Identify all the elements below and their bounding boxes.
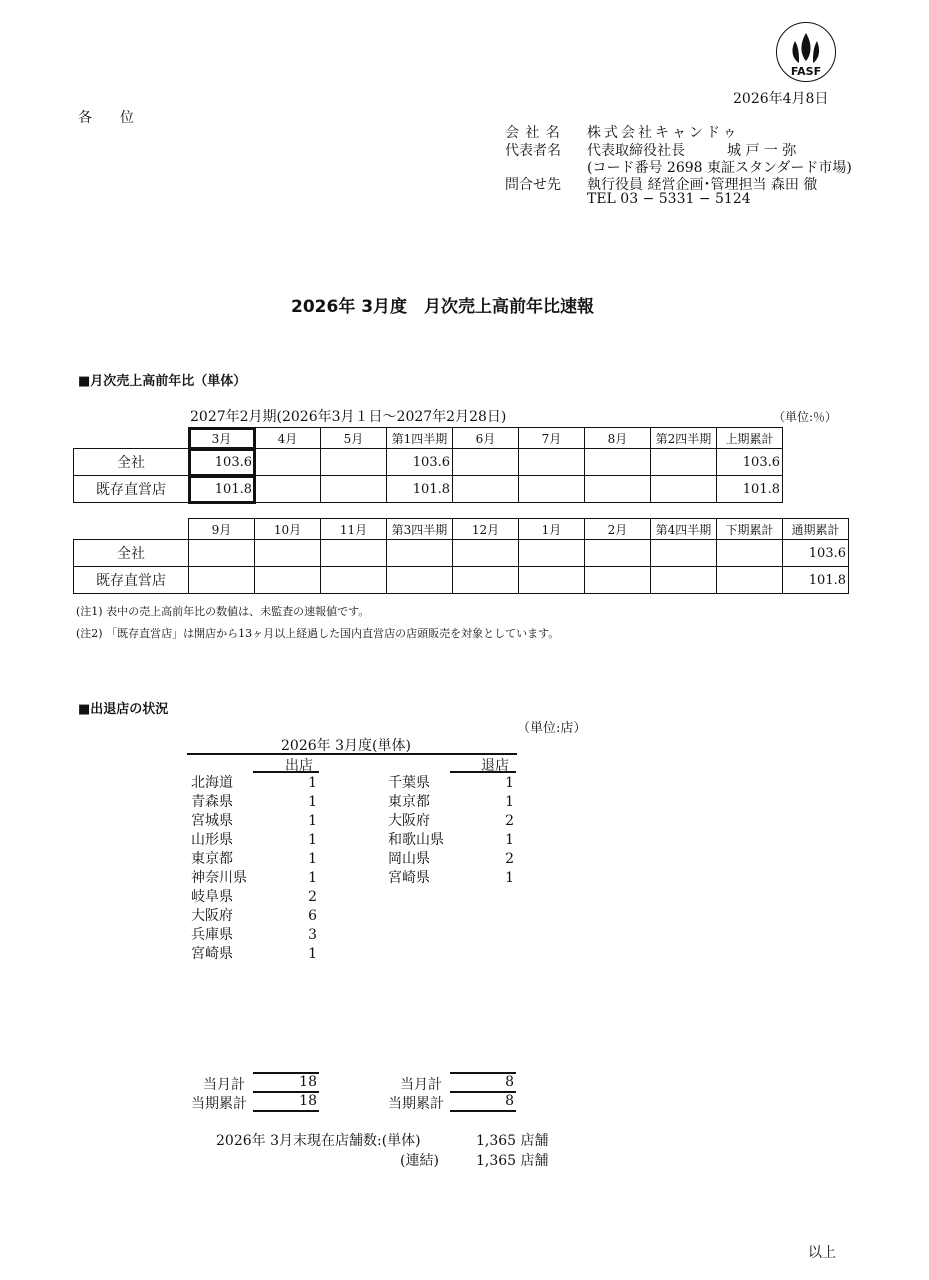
page-title: 2026年 3月度 月次売上高前年比速報 (291, 297, 595, 317)
prefecture: 大阪府 (388, 813, 430, 829)
close-label: 退店 (481, 758, 509, 774)
corner-cell (74, 519, 189, 540)
value-cell (255, 476, 321, 503)
prefecture: 東京都 (388, 794, 430, 810)
store-row (191, 926, 317, 945)
prefecture: 大阪府 (191, 908, 233, 924)
column-header: 5月 (321, 428, 387, 449)
store-count: 1 (505, 870, 514, 886)
svg-text:FASF: FASF (790, 65, 822, 78)
closed-list (388, 774, 514, 888)
column-header: 第4四半期 (651, 519, 717, 540)
column-header: 第2四半期 (651, 428, 717, 449)
store-count-single: 1,365 店舗 (476, 1133, 549, 1149)
value-cell: 101.8 (717, 476, 783, 503)
table-row (74, 540, 849, 567)
value-cell (453, 540, 519, 567)
value-cell (585, 567, 651, 594)
value-cell (255, 567, 321, 594)
unit-stores: （単位:店） (517, 721, 587, 736)
date: 2026年4月8日 (733, 91, 829, 107)
prefecture: 山形県 (191, 832, 233, 848)
sales-table-first-half (73, 427, 783, 503)
store-count-consolidated: 1,365 店舗 (476, 1153, 549, 1169)
prefecture: 兵庫県 (191, 927, 233, 943)
store-count: 3 (308, 927, 317, 943)
value-cell (651, 449, 717, 476)
store-count: 1 (308, 870, 317, 886)
value-cell (519, 540, 585, 567)
row-label: 既存直営店 (74, 567, 189, 594)
value-cell (321, 540, 387, 567)
prefecture: 宮崎県 (388, 870, 430, 886)
contact: 執行役員 経営企画･管理担当 森田 徹 (587, 177, 818, 193)
value-cell (255, 540, 321, 567)
store-count: 2 (308, 889, 317, 905)
value-cell: 101.8 (387, 476, 453, 503)
addressee: 各 位 (78, 110, 134, 126)
close-period-label: 当期累計 (388, 1096, 444, 1112)
store-row (191, 888, 317, 907)
value-cell (585, 449, 651, 476)
note-2: (注2) 「既存直営店」は開店から13ヶ月以上経過した国内直営店の店頭販売を対象としています。 (76, 627, 560, 640)
store-row (388, 812, 514, 831)
sales-table-second-half (73, 518, 849, 594)
column-header: 1月 (519, 519, 585, 540)
store-count: 1 (308, 775, 317, 791)
tel: TEL 03 − 5331 − 5124 (587, 191, 751, 207)
column-header: 3月 (189, 428, 255, 449)
column-header: 下期累計 (717, 519, 783, 540)
close-month-total: 8 (505, 1074, 514, 1090)
column-header: 2月 (585, 519, 651, 540)
value-cell (321, 449, 387, 476)
store-count: 1 (505, 832, 514, 848)
table-row (74, 567, 849, 594)
column-header: 8月 (585, 428, 651, 449)
store-row (191, 869, 317, 888)
store-count: 1 (308, 946, 317, 962)
rep-label: 代表者名 (505, 143, 561, 159)
value-cell (453, 567, 519, 594)
store-row (388, 869, 514, 888)
value-cell (651, 476, 717, 503)
value-cell (255, 449, 321, 476)
prefecture: 岡山県 (388, 851, 430, 867)
value-cell: 103.6 (783, 540, 849, 567)
value-cell (189, 540, 255, 567)
close-month-label: 当月計 (400, 1077, 442, 1093)
row-label: 全社 (74, 449, 189, 476)
value-cell (453, 476, 519, 503)
header-row (74, 428, 783, 449)
open-label: 出店 (285, 758, 313, 774)
value-cell: 103.6 (387, 449, 453, 476)
opened-list (191, 774, 317, 964)
header-row (74, 519, 849, 540)
store-count: 6 (308, 908, 317, 924)
fiscal-period: 2027年2月期(2026年3月１日～2027年2月28日) (190, 409, 507, 425)
value-cell (651, 540, 717, 567)
prefecture: 青森県 (191, 794, 233, 810)
value-cell (717, 567, 783, 594)
prefecture: 和歌山県 (388, 832, 444, 848)
store-row (388, 831, 514, 850)
value-cell (387, 567, 453, 594)
value-cell (519, 476, 585, 503)
open-month-total: 18 (299, 1074, 317, 1090)
store-count: 1 (308, 794, 317, 810)
consolidated-label: (連結) (400, 1153, 439, 1169)
column-header: 6月 (453, 428, 519, 449)
store-count: 1 (308, 832, 317, 848)
column-header: 通期累計 (783, 519, 849, 540)
value-cell (585, 476, 651, 503)
column-header: 11月 (321, 519, 387, 540)
column-header: 第3四半期 (387, 519, 453, 540)
column-header: 7月 (519, 428, 585, 449)
company-label: 会 社 名 (505, 125, 561, 141)
store-row (191, 812, 317, 831)
sales-heading: ■月次売上高前年比（単体） (78, 374, 247, 389)
open-period-label: 当期累計 (191, 1096, 247, 1112)
store-count: 1 (308, 851, 317, 867)
column-header: 4月 (255, 428, 321, 449)
store-count-label: 2026年 3月末現在店舗数:(単体) (216, 1133, 421, 1149)
prefecture: 宮崎県 (191, 946, 233, 962)
value-cell (519, 449, 585, 476)
representative: 代表取締役社長 城 戸 一 弥 (587, 143, 797, 159)
store-row (191, 793, 317, 812)
store-row (191, 850, 317, 869)
column-header: 第1四半期 (387, 428, 453, 449)
column-header: 9月 (189, 519, 255, 540)
open-period-total: 18 (299, 1093, 317, 1109)
table-row (74, 476, 783, 503)
store-count: 1 (308, 813, 317, 829)
column-header: 10月 (255, 519, 321, 540)
value-cell: 101.8 (189, 476, 255, 503)
store-row (388, 850, 514, 869)
store-count: 1 (505, 794, 514, 810)
store-row (388, 793, 514, 812)
stores-heading: ■出退店の状況 (78, 702, 169, 717)
column-header: 12月 (453, 519, 519, 540)
value-cell (387, 540, 453, 567)
value-cell: 101.8 (783, 567, 849, 594)
fasf-logo (776, 22, 836, 82)
note-1: (注1) 表中の売上高前年比の数値は、未監査の速報値です。 (76, 605, 370, 618)
prefecture: 岐阜県 (191, 889, 233, 905)
store-count: 2 (505, 813, 514, 829)
company-name: 株式会社キャンドゥ (587, 125, 740, 141)
end-mark: 以上 (808, 1245, 836, 1261)
prefecture: 東京都 (191, 851, 233, 867)
column-header: 上期累計 (717, 428, 783, 449)
store-row (191, 831, 317, 850)
value-cell (717, 540, 783, 567)
value-cell (585, 540, 651, 567)
contact-label: 問合せ先 (505, 177, 561, 193)
store-row (191, 945, 317, 964)
value-cell (519, 567, 585, 594)
row-label: 既存直営店 (74, 476, 189, 503)
value-cell (321, 567, 387, 594)
value-cell: 103.6 (717, 449, 783, 476)
stock-code: (コード番号 2698 東証スタンダード市場) (587, 160, 852, 176)
value-cell (321, 476, 387, 503)
value-cell: 103.6 (189, 449, 255, 476)
store-row (191, 907, 317, 926)
store-count: 1 (505, 775, 514, 791)
value-cell (453, 449, 519, 476)
open-month-label: 当月計 (203, 1077, 245, 1093)
store-row (388, 774, 514, 793)
corner-cell (74, 428, 189, 449)
row-label: 全社 (74, 540, 189, 567)
unit-percent: （単位:％） (773, 410, 838, 424)
close-period-total: 8 (505, 1093, 514, 1109)
prefecture: 北海道 (191, 775, 233, 791)
stores-period: 2026年 3月度(単体) (281, 738, 411, 754)
table-row (74, 449, 783, 476)
store-count: 2 (505, 851, 514, 867)
value-cell (651, 567, 717, 594)
prefecture: 宮城県 (191, 813, 233, 829)
prefecture: 千葉県 (388, 775, 430, 791)
value-cell (189, 567, 255, 594)
store-row (191, 774, 317, 793)
prefecture: 神奈川県 (191, 870, 247, 886)
